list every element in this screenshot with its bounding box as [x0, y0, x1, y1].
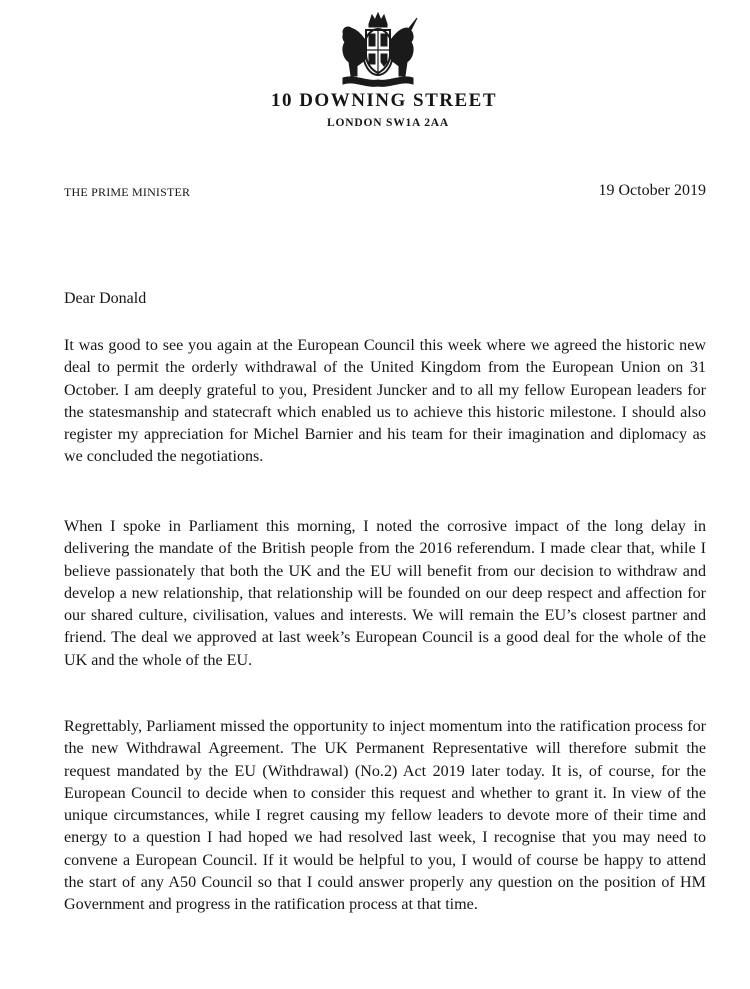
letter-date: 19 October 2019 — [598, 182, 706, 199]
royal-coat-of-arms-icon — [335, 10, 421, 90]
body-paragraph-2: When I spoke in Parliament this morning, I noted the corrosive impact of the long delay in delivering the mandate of the British people from the 2016 referendum. I made clear that, while I believe passionately that both the UK and the EU will benefit from our decision to withdraw and develop a new relationship, that relationship will be founded on our deep respect and affection for our shared culture, civilisation, values and interests. We will remain the EU’s closest partner and friend. The deal we approved at last week’s European Council is a good deal for the whole of the UK and the whole of the EU. — [64, 518, 706, 669]
body-paragraph-1: It was good to see you again at the European Council this week where we agreed the historic new deal to permit the orderly withdrawal of the United Kingdom from the European Union on 31 October. I am deeply grateful to you, President Juncker and to all my fellow European leaders for the statesmanship and statecraft which enabled us to achieve this historic milestone. I should also register my appreciation for Michel Barnier and his team for their imagination and diplomacy as we concluded the negotiations. — [64, 337, 706, 466]
body-paragraph-3: Regrettably, Parliament missed the opportunity to inject momentum into the ratification process for the new Withdrawal Agreement. The UK Permanent Representative will therefore submit the request mandated by the EU (Withdrawal) (No.2) Act 2019 later today. It is, of course, for the European Council to decide when to consider this request and whether to grant it. In view of the unique circumstances, while I regret causing my fellow leaders to devote more of their time and energy to a question I had hoped we had resolved last week, I recognise that you may need to convene a European Council. If it would be helpful to you, I would of course be happy to attend the start of any A50 Council so that I could answer properly any question on the position of HM Government and progress in the ratification process at that time. — [64, 718, 706, 914]
sender-title: THE PRIME MINISTER — [64, 185, 191, 199]
address-street: 10 DOWNING STREET — [270, 90, 498, 111]
salutation: Dear Donald — [64, 290, 147, 307]
address-city-postcode: LONDON SW1A 2AA — [327, 117, 449, 129]
